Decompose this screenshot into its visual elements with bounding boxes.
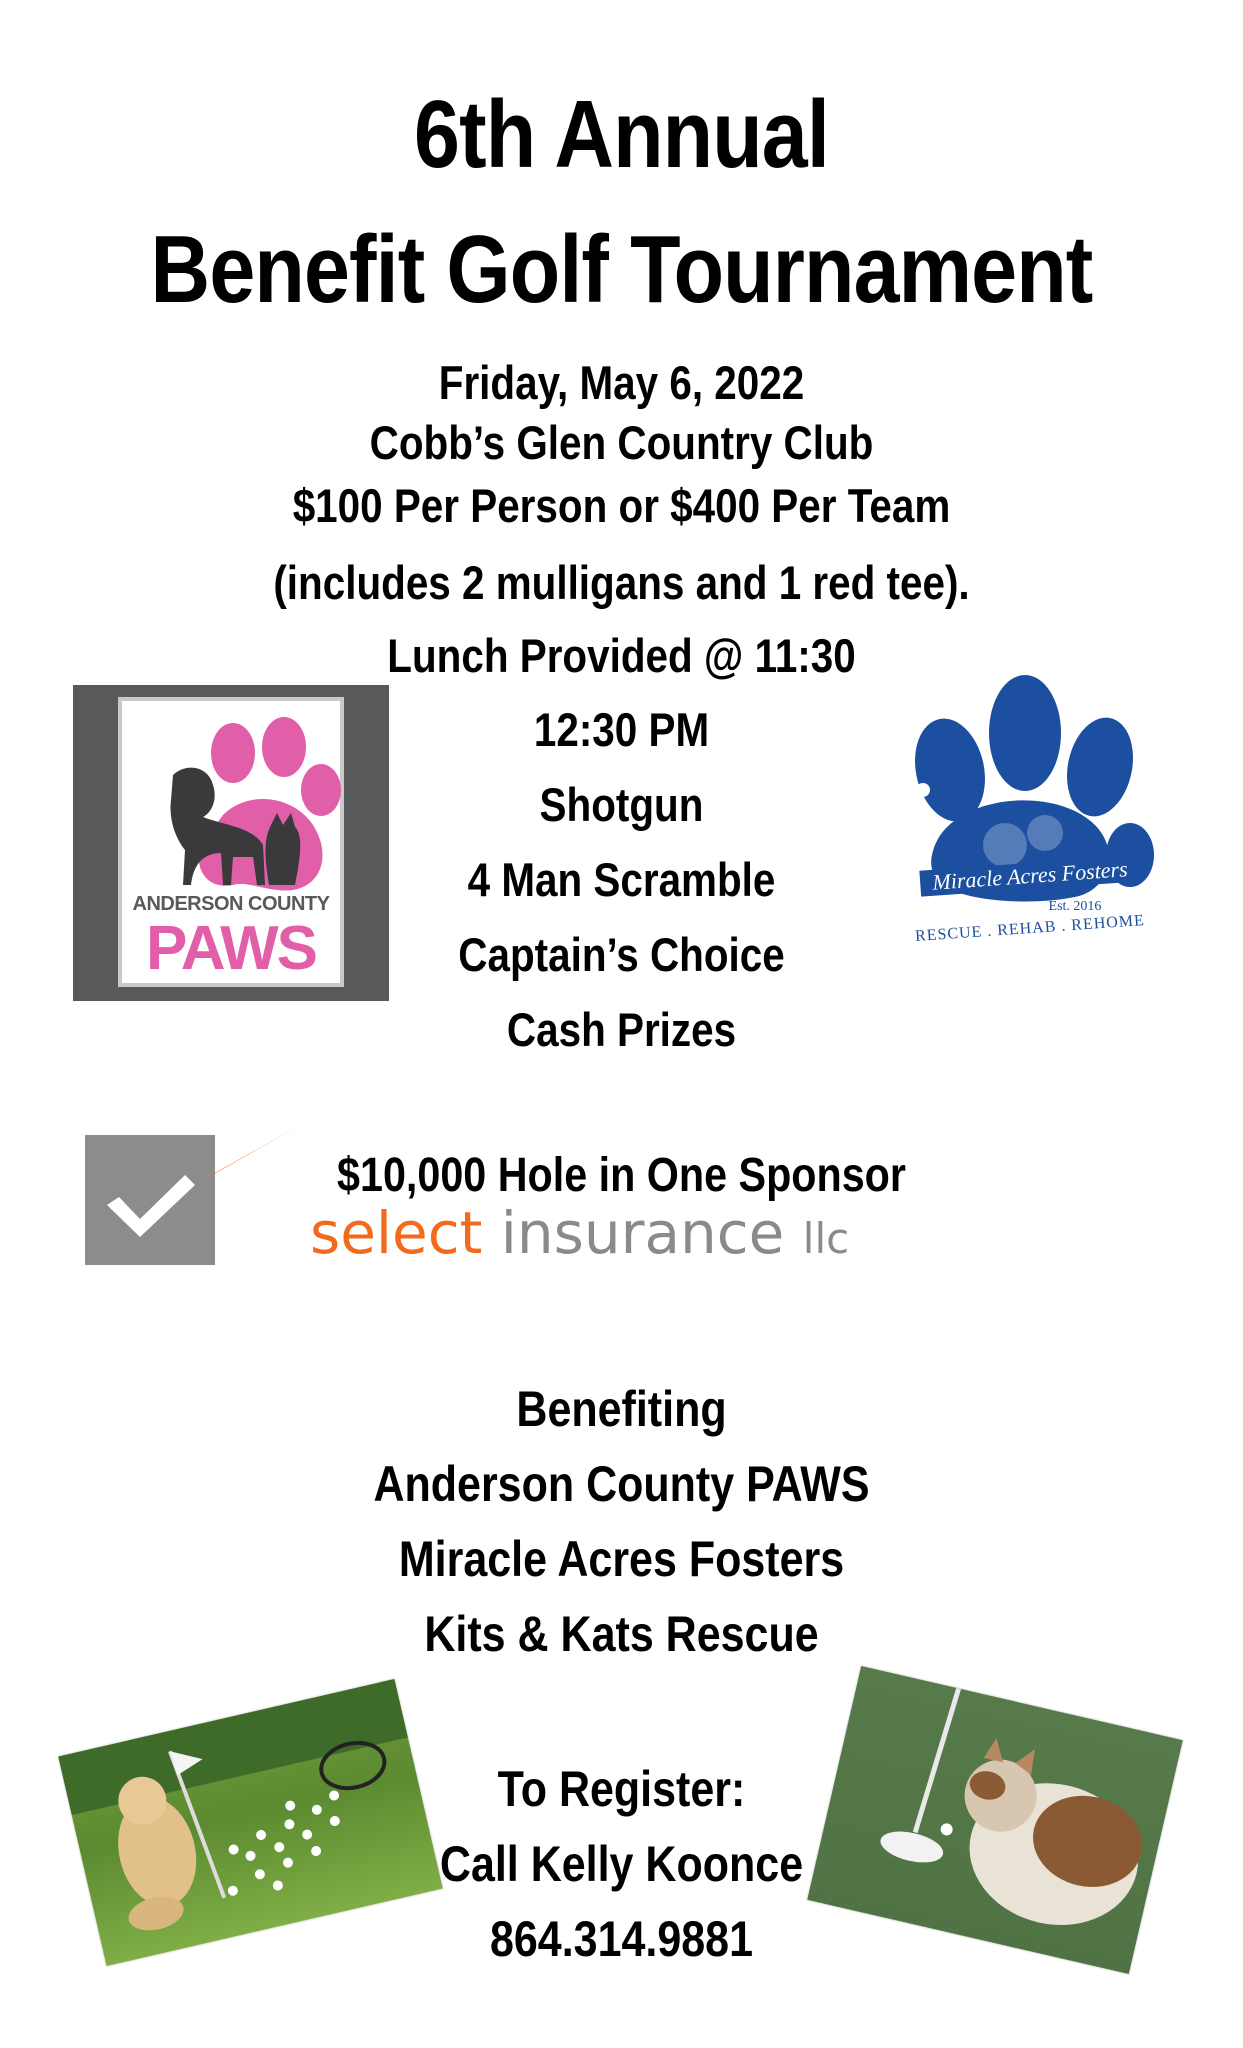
paws-logo-text-main: PAWS	[146, 914, 316, 983]
register-phone: 864.314.9881	[489, 1911, 754, 1967]
benefiting-org-1: Anderson County PAWS	[373, 1456, 870, 1512]
event-play-format: 4 Man Scramble	[467, 853, 776, 906]
event-price: $100 Per Person or $400 Per Team	[292, 479, 951, 532]
event-prizes: Cash Prizes	[506, 1003, 737, 1056]
wordmark-llc: llc	[802, 1214, 850, 1263]
register-heading: To Register:	[497, 1761, 746, 1817]
miracle-acres-fosters-logo	[895, 675, 1165, 975]
title-line-1: 6th Annual	[414, 81, 829, 188]
select-insurance-wordmark	[310, 1198, 1130, 1268]
event-time: 12:30 PM	[533, 703, 710, 756]
title-line-2: Benefit Golf Tournament	[150, 216, 1093, 323]
wordmark-select: select	[310, 1199, 483, 1267]
benefiting-org-3: Kits & Kats Rescue	[424, 1606, 819, 1662]
sponsor-heading: $10,000 Hole in One Sponsor	[337, 1149, 906, 1202]
register-contact: Call Kelly Koonce	[439, 1836, 804, 1892]
wordmark-insurance: insurance	[500, 1199, 785, 1267]
miracle-logo-est: Est. 2016	[1048, 899, 1102, 914]
benefiting-org-2: Miracle Acres Fosters	[398, 1531, 845, 1587]
event-price-note: (includes 2 mulligans and 1 red tee).	[273, 556, 970, 609]
miracle-logo-name: Miracle Acres Fosters	[919, 855, 1140, 896]
miracle-logo-tagline: RESCUE . REHAB . REHOME	[914, 911, 1146, 946]
anderson-county-paws-logo	[73, 685, 389, 1001]
event-lunch: Lunch Provided @ 11:30	[387, 629, 856, 682]
event-venue: Cobb’s Glen Country Club	[369, 416, 874, 469]
benefiting-heading: Benefiting	[516, 1381, 727, 1437]
event-date: Friday, May 6, 2022	[438, 356, 805, 409]
event-start-format: Shotgun	[539, 778, 704, 831]
event-captains-choice: Captain’s Choice	[458, 928, 785, 981]
paws-logo-text-top: ANDERSON COUNTY	[132, 893, 330, 915]
